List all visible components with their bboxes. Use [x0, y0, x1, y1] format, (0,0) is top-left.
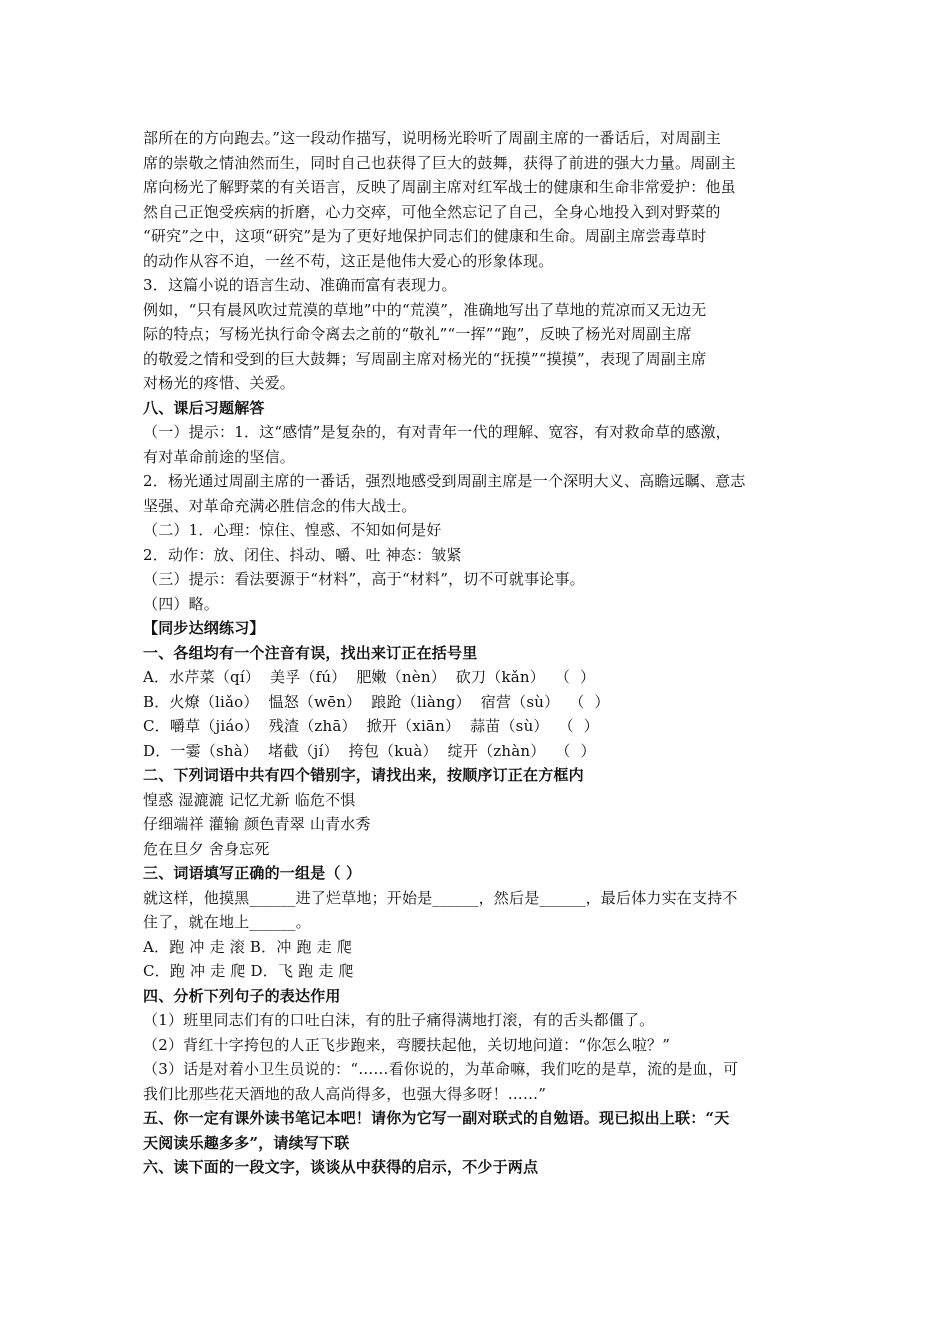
section-heading: 一、各组均有一个注音有误，找出来订正在括号里 [143, 643, 478, 662]
text-line: （一）提示：1．这“感情”是复杂的，有对青年一代的理解、宽容，有对救命草的感激， [143, 423, 731, 441]
text-line: A．跑 冲 走 滚 B．冲 跑 走 爬 [143, 937, 353, 956]
text-line: （四）略。 [143, 594, 220, 613]
text-line: 2．动作：放、闭住、抖动、嚼、吐 神态：皱紧 [143, 545, 462, 564]
text-line: 的敬爱之情和受到的巨大鼓舞；写周副主席对杨光的“抚摸”“摸摸”，表现了周副主席 [143, 349, 707, 368]
text-line: A．水芹菜（qí） 美孚（fú） 肥嫩（nèn） 砍刀（kǎn） （ ） [143, 668, 596, 686]
text-line: 部所在的方向跑去。”这一段动作描写，说明杨光聆听了周副主席的一番话后，对周副主 [143, 129, 721, 147]
text-line: （3）话是对着小卫生员说的：“……看你说的，为革命嘛，我们吃的是草，流的是血，可 [143, 1060, 739, 1078]
text-line: 对杨光的疼惜、关爱。 [143, 374, 296, 392]
text-line: 席的崇敬之情油然而生，同时自己也获得了巨大的鼓舞，获得了前进的强大力量。周副主 [143, 153, 736, 172]
text-line: D．一霎（shà） 堵截（jí） 挎包（kuà） 绽开（zhàn） （ ） [143, 741, 596, 760]
text-line: B．火燎（liǎo） 愠怒（wēn） 踉跄（liàng） 宿营（sù） （ ） [143, 692, 610, 711]
text-line: 的动作从容不迫，一丝不苟，这正是他伟大爱心的形象体现。 [143, 251, 554, 270]
text-line: 住了，就在地上______。 [143, 913, 311, 931]
document-body [143, 126, 813, 1180]
section-heading: 六、读下面的一段文字，谈谈从中获得的启示，不少于两点 [143, 1158, 539, 1176]
text-line: 3．这篇小说的语言生动、准确而富有表现力。 [143, 276, 457, 294]
text-line: 际的特点；写杨光执行命令离去之前的“敬礼”“一挥”“跑”，反映了杨光对周副主席 [143, 325, 692, 343]
section-heading: 四、分析下列句子的表达作用 [143, 986, 341, 1005]
section-heading: 天阅读乐趣多多”，请续写下联 [143, 1133, 350, 1152]
text-line: 坚强、对革命充满必胜信念的伟大战士。 [143, 496, 417, 515]
text-line: 例如，“只有晨风吹过荒漠的草地”中的“荒漠”，准确地写出了草地的荒凉而又无边无 [143, 300, 707, 319]
section-heading: 二、下列词语中共有四个错别字，请找出来，按顺序订正在方框内 [143, 766, 584, 784]
text-line: 我们比那些花天酒地的敌人高尚得多，也强大得多呀！……” [143, 1084, 547, 1103]
section-heading: 五、你一定有课外读书笔记本吧！请你为它写一副对联式的自勉语。现已拟出上联：“天 [143, 1109, 730, 1127]
text-line: 然自己正饱受疾病的折磨，心力交瘁，可他全然忘记了自己，全身心地投入到对野菜的 [143, 202, 721, 221]
text-line: 有对革命前途的坚信。 [143, 447, 296, 466]
section-heading: 八、课后习题解答 [143, 398, 265, 417]
text-line: 仔细端祥 灌输 颜色青翠 山青水秀 [143, 815, 371, 833]
section-heading: 三、词语填写正确的一组是（ ） [143, 864, 362, 882]
text-line: 席向杨光了解野菜的有关语言，反映了周副主席对红军战士的健康和生命非常爱护：他虽 [143, 178, 736, 196]
text-line: 危在旦夕 舍身忘死 [143, 839, 270, 858]
text-line: 就这样，他摸黑______进了烂草地；开始是______，然后是______，最后体力实在支持不 [143, 888, 738, 907]
text-line: C．嚼草（jiáo） 残渣（zhā） 掀开（xiān） 蒜苗（sù） （ ） [143, 717, 599, 735]
section-heading: 【同步达纲练习】 [143, 619, 265, 637]
text-line: （二）1．心理：惊住、惶惑、不知如何是好 [143, 521, 442, 539]
text-line: （2）背红十字挎包的人正飞步跑来，弯腰扶起他，关切地问道：“你怎么啦？” [143, 1035, 671, 1054]
text-line: “研究”之中，这项“研究”是为了更好地保护同志们的健康和生命。周副主席尝毒草时 [143, 227, 707, 245]
text-line: 2．杨光通过周副主席的一番话，强烈地感受到周副主席是一个深明大义、高瞻远瞩、意志 [143, 472, 746, 490]
text-line: （三）提示：看法要源于“材料”，高于“材料”，切不可就事论事。 [143, 570, 585, 588]
text-line: 惶惑 湿漉漉 记忆尤新 临危不惧 [143, 790, 356, 809]
text-line: （1）班里同志们有的口吐白沫，有的肚子痛得满地打滚，有的舌头都僵了。 [143, 1011, 655, 1029]
text-line: C．跑 冲 走 爬 D．飞 跑 走 爬 [143, 962, 354, 980]
